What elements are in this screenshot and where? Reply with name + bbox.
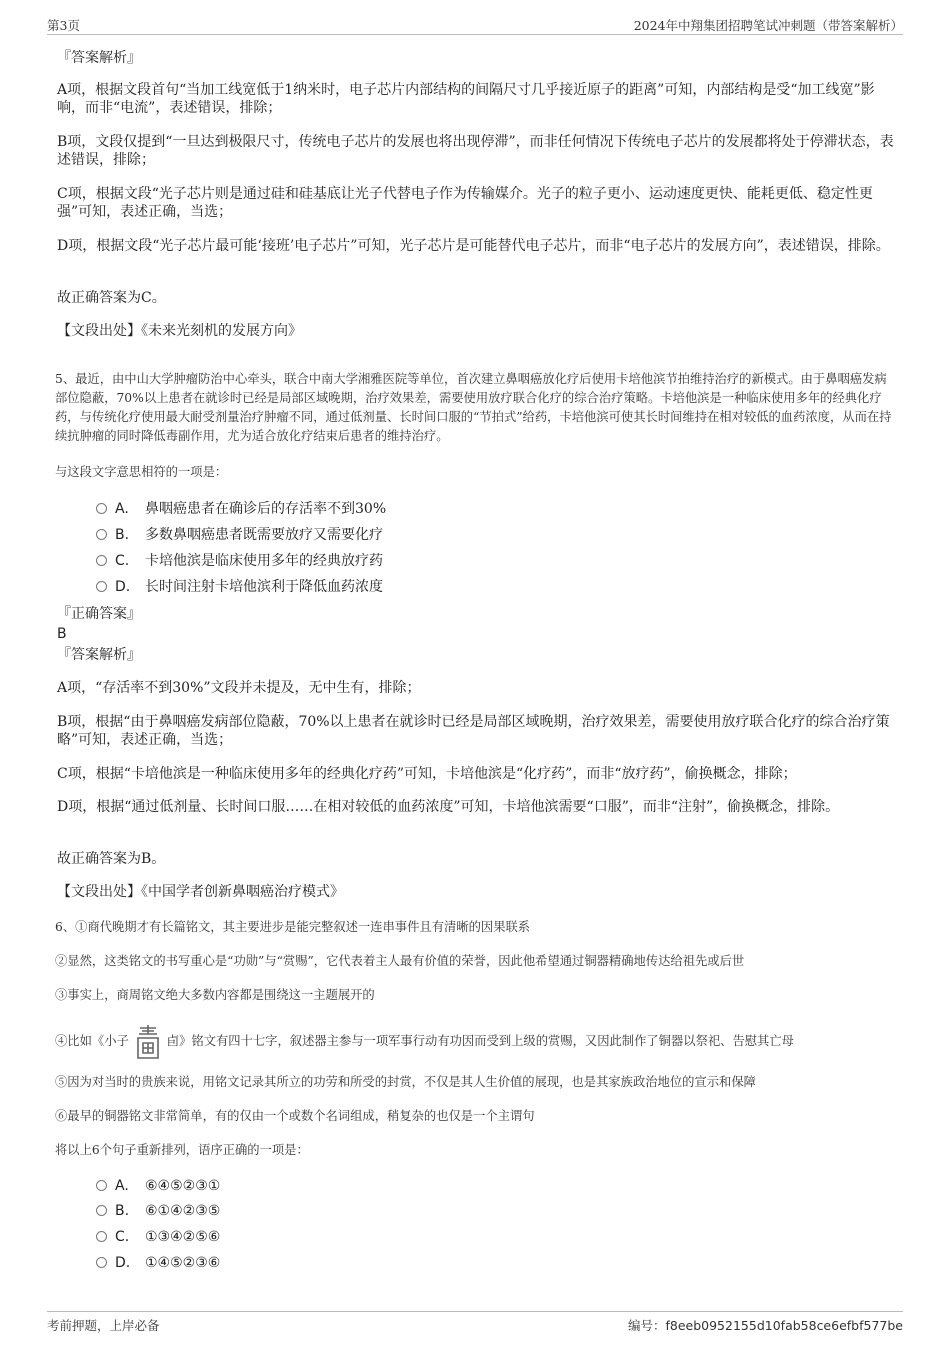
q5-source: 【文段出处】《中国学者创新鼻咽癌治疗模式》 [57, 884, 344, 900]
q4-analysis-a: A项，根据文段首句“当加工线宽低于1纳米时，电子芯片内部结构的间隔尺寸几乎接近原子的距离”可知，内部结构是受“加工线宽”影响，而非“电流”，表述错误，排除； [57, 82, 875, 116]
q4-source: 【文段出处】《未来光刻机的发展方向》 [57, 323, 302, 339]
q5-analysis-d: D项，根据“通过低剂量、长时间口服……在相对较低的血药浓度”可知，卡培他滨需要“口服”，而非“注射”，偷换概念，排除。 [57, 799, 840, 815]
q6-option-c[interactable]: C. ①③④②⑤⑥ [96, 1228, 220, 1246]
radio-icon[interactable] [96, 1205, 107, 1216]
q4-analysis-label: 『答案解析』 [57, 50, 141, 66]
q4-conclusion: 故正确答案为C。 [57, 290, 166, 306]
q6-sentence-3: ③事实上，商周铭文绝大多数内容都是围绕这一主题展开的 [55, 988, 375, 1002]
q6-option-b[interactable]: B. ⑥①④②③⑤ [96, 1202, 220, 1220]
q5-correct-answer: B [57, 626, 67, 642]
radio-icon[interactable] [96, 1257, 107, 1268]
q6-option-d[interactable]: D. ①④⑤②③⑥ [96, 1254, 220, 1272]
q6-sentence-1: 6、①商代晚期才有长篇铭文，其主要进步是能完整叙述一连串事件且有清晰的因果联系 [55, 920, 531, 934]
q5-analysis-label: 『答案解析』 [57, 647, 141, 663]
q4-analysis-d: D项，根据文段“光子芯片最可能‘接班’电子芯片”可知，光子芯片是可能替代电子芯片，而非“电子芯片的发展方向”，表述错误，排除。 [57, 238, 890, 254]
radio-icon[interactable] [96, 555, 107, 566]
q5-conclusion: 故正确答案为B。 [57, 851, 166, 867]
footer-slogan: 考前押题，上岸必备 [47, 1318, 160, 1333]
radio-icon[interactable] [96, 581, 107, 592]
q4-analysis-c: C项，根据文段“光子芯片则是通过硅和硅基底让光子代替电子作为传输媒介。光子的粒子更小、运动速度更快、能耗更低、稳定性更强”可知，表述正确，当选； [57, 186, 873, 220]
page-footer [47, 1311, 903, 1336]
document-title: 2024年中翔集团招聘笔试冲刺题（带答案解析） [633, 18, 903, 33]
q6-option-a[interactable]: A. ⑥④⑤②③① [96, 1177, 220, 1195]
q6-prompt: 将以上6个句子重新排列，语序正确的一项是： [55, 1143, 309, 1157]
q5-option-a[interactable]: A. 鼻咽癌患者在确诊后的存活率不到30% [96, 500, 386, 518]
page-number: 第3页 [47, 18, 80, 33]
radio-icon[interactable] [96, 1231, 107, 1242]
q5-analysis-a: A项，“存活率不到30%”文段并未提及，无中生有，排除； [57, 680, 421, 696]
radio-icon[interactable] [96, 529, 107, 540]
radio-icon[interactable] [96, 503, 107, 514]
q5-prompt: 与这段文字意思相符的一项是： [55, 465, 228, 479]
document-id: 编号：f8eeb0952155d10fab58ce6efbf577be [627, 1318, 903, 1333]
q6-sentence-6: ⑥最早的铜器铭文非常简单，有的仅由一个或数个名词组成，稍复杂的也仅是一个主谓句 [55, 1109, 535, 1123]
q5-option-c[interactable]: C. 卡培他滨是临床使用多年的经典放疗药 [96, 552, 383, 570]
q4-analysis-b: B项，文段仅提到“一旦达到极限尺寸，传统电子芯片的发展也将出现停滞”，而非任何情况下传统电子芯片的发展都将处于停滞状态，表述错误，排除； [57, 134, 894, 168]
q5-analysis-c: C项，根据“卡培他滨是一种临床使用多年的经典化疗药”可知，卡培他滨是“化疗药”，而非“放疗药”，偷换概念，排除； [57, 766, 797, 782]
q6-sentence-5: ⑤因为对当时的贵族来说，用铭文记录其所立的功劳和所受的封赏，不仅是其人生价值的展现，也是其家族政治地位的宣示和保障 [55, 1075, 756, 1089]
q6-sentence-4: ④比如《小子 卣》铭文有四十七字，叙述器主参与一项军事行动有功因而受到上级的赏赐，又因此制作了铜器以祭祀、告慰其亡母 [55, 1021, 897, 1062]
q5-question: 5、最近，由中山大学肿瘤防治中心牵头，联合中南大学湘雅医院等单位，首次建立鼻咽癌放化疗后使用卡培他滨节拍维持治疗的新模式。由于鼻咽癌发病部位隐蔽，70%以上患者在就诊时已经是局部区域晚期，治疗效果差，需要使用放疗联合化疗的综合治疗策略。卡培他滨是一种临床使用多年的经典化疗药，与传统化疗使用最大耐受剂量治疗肿瘤不同，通过低剂量、长时间口服的“节拍式”给药，卡培他滨可使其长时间维持在相对较低的血药浓度，从而在持续抗肿瘤的同时降低毒副作用，尤为适合放化疗结束后患者的维持治疗。 [55, 372, 892, 443]
q5-option-d[interactable]: D. 长时间注射卡培他滨利于降低血药浓度 [96, 578, 383, 596]
q5-analysis-b: B项，根据“由于鼻咽癌发病部位隐蔽，70%以上患者在就诊时已经是局部区域晚期，治疗效果差，需要使用放疗联合化疗的综合治疗策略”可知，表述正确，当选； [57, 714, 890, 748]
archaic-character-image [131, 1022, 165, 1062]
q5-correct-label: 『正确答案』 [57, 606, 141, 622]
q5-option-b[interactable]: B. 多数鼻咽癌患者既需要放疗又需要化疗 [96, 526, 383, 544]
q6-sentence-2: ②显然，这类铭文的书写重心是“功勋”与“赏赐”，它代表着主人最有价值的荣誉，因此他希望通过铜器精确地传达给祖先或后世 [55, 954, 745, 968]
radio-icon[interactable] [96, 1180, 107, 1191]
page-header [47, 14, 903, 35]
